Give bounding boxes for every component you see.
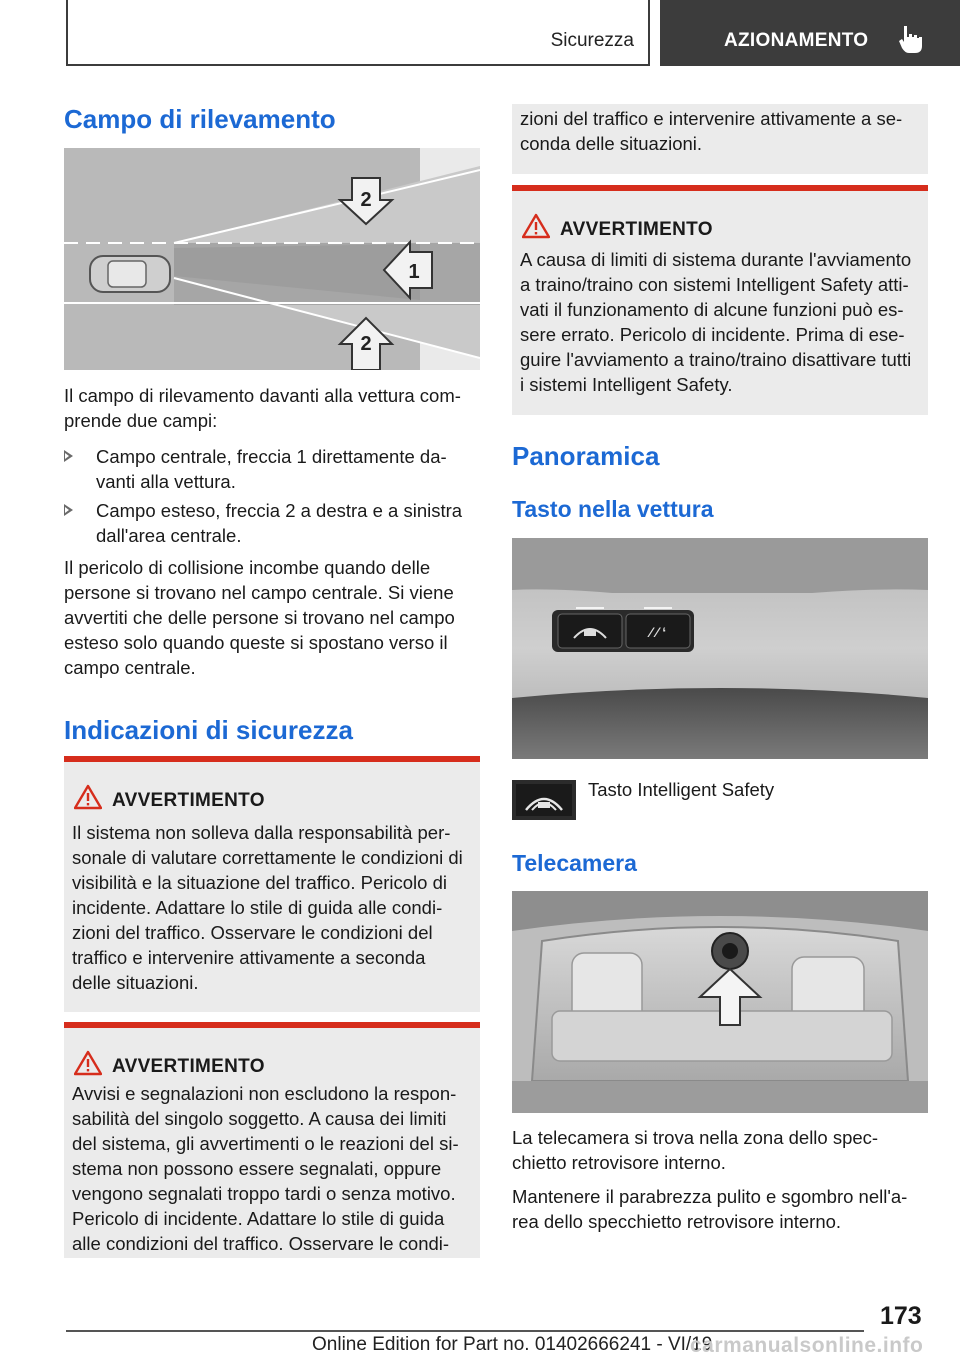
safety-heading: Indicazioni di sicurezza (64, 715, 353, 745)
text-line: alle condizioni del traffico. Osservare le condi- (72, 1233, 450, 1254)
text-line: dall'area centrale. (96, 525, 242, 546)
text-line: zioni del traffico e intervenire attivamente a se- (520, 108, 903, 129)
text-line: A causa di limiti di sistema durante l'avviamento (520, 249, 912, 270)
text-line: chietto retrovisore interno. (512, 1152, 726, 1173)
bullet-triangle-icon (64, 504, 73, 516)
camera-paragraph-2 (512, 1184, 928, 1234)
warning-triangle-icon (522, 213, 550, 239)
intro-paragraph (64, 383, 480, 433)
intelligent-safety-button-icon (512, 780, 576, 820)
text-line: sere errato. Pericolo di incidente. Prima di ese- (520, 324, 905, 345)
warning-text (72, 820, 478, 995)
footer-watermark: carmanualsonline.info (690, 1334, 924, 1357)
text-line: stema non possono essere segnalati, oppure (72, 1158, 442, 1179)
arrow-label-bottom: 2 (360, 333, 372, 355)
warning-box-3 (512, 185, 928, 415)
warning-box-2-continued (512, 104, 928, 174)
text-line: Mantenere il parabrezza pulito e sgombro nell'a- (512, 1186, 908, 1207)
bullet-item (64, 444, 480, 494)
text-line: guire l'avviamento a traino/traino disattivare tutti (520, 349, 912, 370)
text-line: campo centrale. (64, 657, 196, 678)
text-line: conda delle situazioni. (520, 133, 703, 154)
text-line: Il campo di rilevamento davanti alla vettura com- (64, 385, 461, 406)
header-section-title: Sicurezza (550, 30, 634, 51)
text-line: i sistemi Intelligent Safety. (520, 374, 733, 395)
arrow-label-middle: 1 (408, 261, 420, 283)
text-line: rea dello specchietto retrovisore interno. (512, 1211, 842, 1232)
button-heading: Tasto nella vettura (512, 496, 714, 522)
bullet-triangle-icon (64, 450, 73, 462)
footer-edition: Online Edition for Part no. 01402666241 - VI/19 (312, 1334, 713, 1355)
text-line: zioni del traffico. Osservare le condizioni del (72, 922, 433, 943)
footer-rule (66, 1330, 864, 1332)
text-line: traffico e intervenire attivamente a seconda (72, 947, 426, 968)
text-line: Il sistema non solleva dalla responsabilità per- (72, 822, 451, 843)
text-line: sabilità del singolo soggetto. A causa dei limiti (72, 1108, 447, 1129)
arrow-label-top: 2 (360, 189, 372, 211)
warning-text (72, 1081, 478, 1256)
camera-paragraph-1 (512, 1125, 928, 1175)
camera-heading: Telecamera (512, 850, 637, 876)
header-chapter-title: AZIONAMENTO (724, 30, 869, 51)
text-line: Avvisi e segnalazioni non escludono la respon- (72, 1083, 457, 1104)
text-line: del sistema, gli avvertimenti o le reazioni del si- (72, 1133, 459, 1154)
text-line: Il pericolo di collisione incombe quando delle (64, 557, 431, 578)
warning-title: AVVERTIMENTO (560, 219, 713, 240)
warning-title: AVVERTIMENTO (112, 1056, 265, 1077)
warning-title: AVVERTIMENTO (112, 790, 265, 811)
warning-box-2 (64, 1022, 480, 1258)
warning-box-1 (64, 756, 480, 1012)
text-line: Pericolo di incidente. Adattare lo stile di guida (72, 1208, 445, 1229)
danger-paragraph (64, 555, 480, 680)
text-line: Campo esteso, freccia 2 a destra e a sinistra (96, 500, 463, 521)
text-line: delle situazioni. (72, 972, 199, 993)
warning-triangle-icon (74, 1050, 102, 1076)
warning-triangle-icon (74, 784, 102, 810)
header-section-box (66, 0, 650, 66)
text-line: incidente. Adattare lo stile di guida alle condi- (72, 897, 443, 918)
text-line: a traino/traino con sistemi Intelligent Safety atti- (520, 274, 909, 295)
header-chapter-tab (660, 0, 960, 66)
hand-pointer-icon (898, 24, 924, 54)
text-line: prende due campi: (64, 410, 218, 431)
button-caption: Tasto Intelligent Safety (588, 779, 775, 800)
text-line: persone si trovano nel campo centrale. Si viene (64, 582, 454, 603)
camera-photo (512, 891, 928, 1113)
text-line: sonale di valutare correttamente le condizioni di (72, 847, 463, 868)
text-line: vengono segnalati troppo tardi o senza motivo. (72, 1183, 456, 1204)
text-line: esteso solo quando queste si spostano verso il (64, 632, 448, 653)
detection-field-diagram (64, 148, 480, 370)
bullet-item (64, 498, 480, 548)
text-line: La telecamera si trova nella zona dello spec- (512, 1127, 879, 1148)
text-line: vanti alla vettura. (96, 471, 236, 492)
text-line: vati il funzionamento di alcune funzioni può es- (520, 299, 904, 320)
detection-heading: Campo di rilevamento (64, 104, 336, 134)
page-number: 173 (880, 1302, 922, 1330)
text-line: Campo centrale, freccia 1 direttamente da- (96, 446, 447, 467)
overview-heading: Panoramica (512, 441, 660, 471)
warning-text (520, 106, 926, 156)
svg-text:⁄ ⁄ ʻ: ⁄ ⁄ ʻ (649, 624, 667, 640)
text-line: avvertiti che delle persone si trovano nel campo (64, 607, 455, 628)
warning-text (520, 247, 930, 397)
button-photo (512, 538, 928, 759)
text-line: visibilità e la situazione del traffico. Pericolo di (72, 872, 447, 893)
